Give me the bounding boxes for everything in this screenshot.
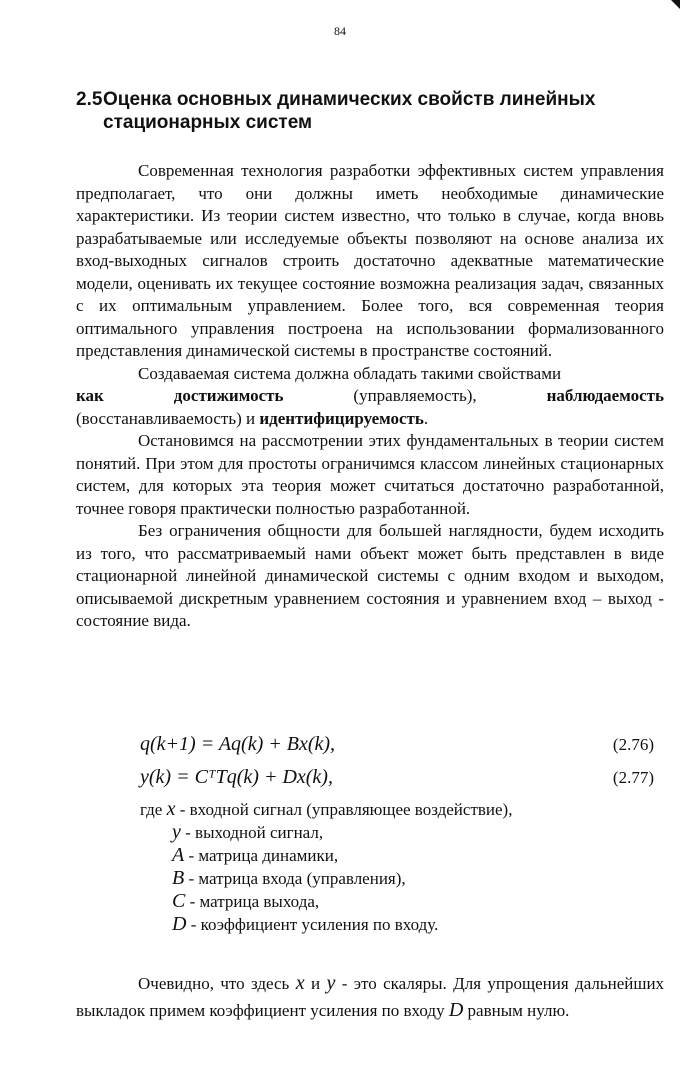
- definition-row: [140, 844, 660, 867]
- paragraph-2-terms-line: [76, 385, 664, 408]
- symbol-x: x: [295, 972, 305, 994]
- section-heading: [76, 88, 656, 134]
- section-number: 2.5: [76, 89, 103, 110]
- paragraph-3: Остановимся на рассмотрении этих фундаментальных в теории систем понятий. При этом для простоты ограничимся классом линейных стационарных систем, для которых эта теория может считаться достаточно разработанной, точнее говоря практически полностью разработанной.: [76, 431, 664, 518]
- equation-row: [140, 728, 654, 761]
- definition-row: [140, 798, 660, 821]
- term-observability-note: (восстанавливаемость) и: [76, 408, 256, 428]
- definition-row: [140, 821, 660, 844]
- term-reachability-note: (управляемость),: [353, 386, 477, 405]
- equations: [140, 728, 654, 794]
- definition-text: - коэффициент усиления по входу.: [190, 915, 439, 934]
- term-identifiability: идентифицируемость: [259, 408, 424, 428]
- corner-mark: [671, 0, 680, 9]
- closing-part1: Очевидно, что здесь: [138, 974, 290, 993]
- definition-text: - входной сигнал (управляющее воздействие),: [179, 800, 513, 819]
- equation-row: [140, 761, 654, 794]
- equation-formula: y(k) = CᵀTq(k) + Dx(k),: [140, 766, 333, 788]
- symbol: B: [172, 867, 185, 889]
- symbol: C: [172, 890, 186, 912]
- closing-paragraph: [76, 970, 664, 1024]
- paragraph-2-intro: Создаваемая система должна обладать такими свойствами: [138, 363, 562, 383]
- section-title-line1: Оценка основных динамических свойств линейных: [103, 89, 596, 110]
- equation-number: (2.76): [612, 735, 654, 754]
- symbol: D: [172, 913, 187, 935]
- symbol-definitions: [140, 798, 660, 936]
- symbol: A: [172, 844, 185, 866]
- equation-formula: q(k+1) = Aq(k) + Bx(k),: [140, 733, 336, 755]
- paragraph-1: Современная технология разработки эффективных систем управления предполагает, что они должны иметь необходимые динамические характеристики. Из теории систем известно, что только в случае, когда вновь разрабатываемые или исследуемые объекты позволяют на основе анализа их вход-выходных сигналов строить достаточно адекватные математические модели, оценивать их текущее состояние возможна реализация задач, связанных с их оптимальным управлением. Более того, вся современная теория оптимального управления построена на использовании формализованного представления динамической системы в пространстве состояний.: [76, 161, 664, 360]
- definition-row: [140, 913, 660, 936]
- closing-and: и: [310, 974, 321, 993]
- paragraph-2-end-line: [76, 408, 664, 431]
- symbol: y: [172, 821, 181, 843]
- section-title-line2: стационарных систем: [103, 112, 313, 133]
- symbol-y: y: [326, 972, 336, 994]
- where-prefix: где: [140, 800, 163, 819]
- closing-text: [76, 970, 664, 1024]
- definition-text: - выходной сигнал,: [185, 823, 324, 842]
- symbol-d: D: [448, 999, 464, 1021]
- body-text: [76, 160, 664, 633]
- paragraph-2: [76, 363, 664, 386]
- definition-text: - матрица выхода,: [189, 892, 320, 911]
- definition-row: [140, 867, 660, 890]
- closing-part3: равным нулю.: [467, 1001, 570, 1020]
- term-reachability: достижимость: [173, 386, 284, 405]
- term-as: как: [76, 386, 104, 405]
- paragraph-2-end: .: [423, 408, 429, 428]
- page-number: 84: [334, 24, 346, 38]
- definition-row: [140, 890, 660, 913]
- definition-text: - матрица динамики,: [188, 846, 339, 865]
- paragraph-4: Без ограничения общности для большей наглядности, будем исходить из того, что рассматриваемый нами объект может быть представлен в виде стационарной линейной динамической системы с одним входом и выходом, описываемой дискретным уравнением состояния и уравнением вход – выход - состояние вида.: [76, 521, 664, 630]
- definition-text: - матрица входа (управления),: [188, 869, 406, 888]
- term-observability: наблюдаемость: [546, 386, 664, 405]
- equation-number: (2.77): [612, 768, 654, 787]
- symbol: x: [166, 798, 176, 820]
- closing-part2: - это скаляры. Для упрощения дальнейших выкладок примем коэффициент усиления по входу: [76, 974, 665, 1020]
